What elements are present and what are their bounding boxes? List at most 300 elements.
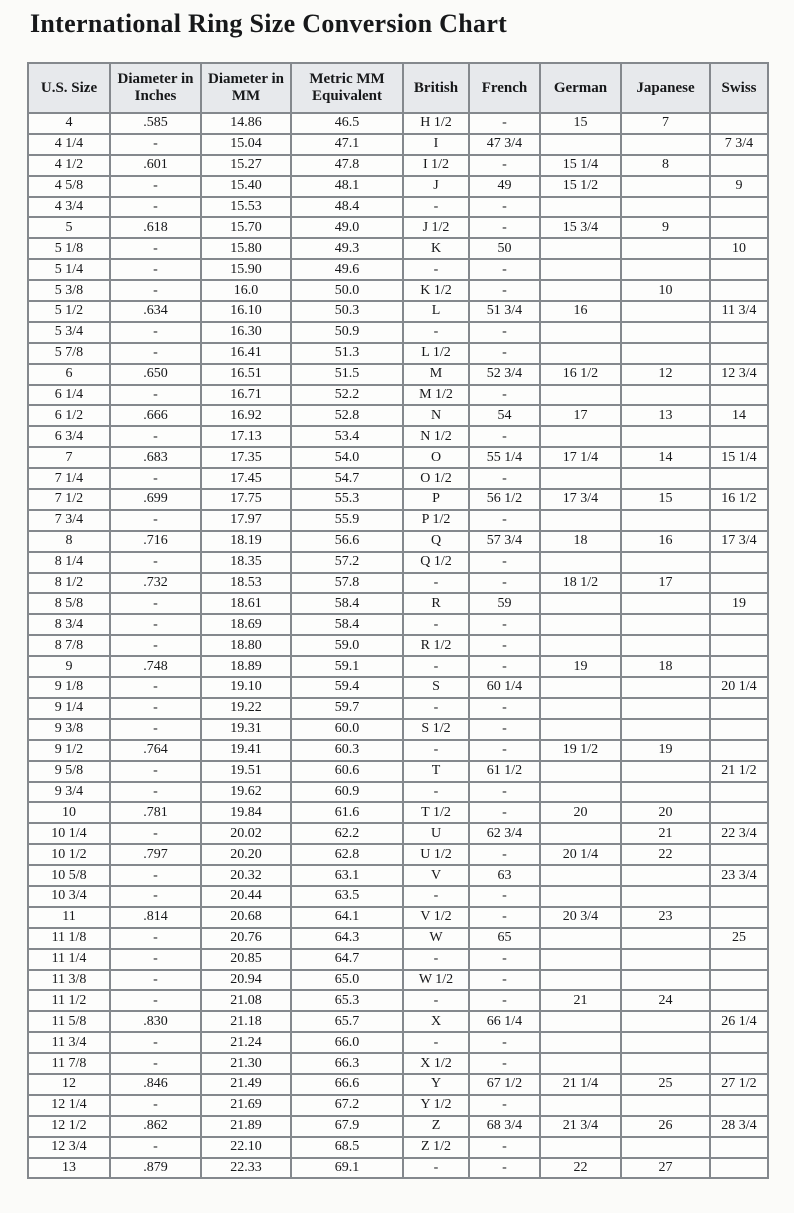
- table-cell: 5 1/2: [28, 301, 110, 322]
- table-cell: -: [469, 635, 540, 656]
- table-cell: L 1/2: [403, 343, 469, 364]
- table-cell: [621, 970, 710, 991]
- table-cell: 11 7/8: [28, 1053, 110, 1074]
- table-cell: [621, 761, 710, 782]
- table-cell: [621, 1032, 710, 1053]
- table-cell: [540, 426, 621, 447]
- table-cell: [621, 322, 710, 343]
- table-cell: 9 1/8: [28, 677, 110, 698]
- table-cell: [540, 280, 621, 301]
- table-cell: 55 1/4: [469, 447, 540, 468]
- table-cell: [621, 782, 710, 803]
- column-header: Japanese: [621, 63, 710, 113]
- table-cell: M 1/2: [403, 385, 469, 406]
- table-cell: 13: [621, 405, 710, 426]
- table-cell: 20.76: [201, 928, 291, 949]
- table-cell: [621, 510, 710, 531]
- column-header: Swiss: [710, 63, 768, 113]
- table-cell: 53.4: [291, 426, 403, 447]
- table-cell: -: [469, 1158, 540, 1179]
- table-cell: -: [469, 1032, 540, 1053]
- table-cell: 20 1/4: [710, 677, 768, 698]
- table-cell: 19 1/2: [540, 740, 621, 761]
- table-cell: 19: [621, 740, 710, 761]
- table-cell: 19.51: [201, 761, 291, 782]
- table-cell: [710, 155, 768, 176]
- table-cell: 57.2: [291, 552, 403, 573]
- table-cell: 11 1/8: [28, 928, 110, 949]
- table-row: [28, 510, 768, 531]
- table-cell: 19.22: [201, 698, 291, 719]
- table-cell: Z 1/2: [403, 1137, 469, 1158]
- table-cell: 12 3/4: [710, 364, 768, 385]
- table-cell: -: [469, 1053, 540, 1074]
- table-cell: [621, 865, 710, 886]
- table-cell: [540, 197, 621, 218]
- table-cell: 21 1/4: [540, 1074, 621, 1095]
- table-cell: 25: [710, 928, 768, 949]
- table-row: [28, 426, 768, 447]
- table-cell: 16.30: [201, 322, 291, 343]
- table-cell: 23: [621, 907, 710, 928]
- table-cell: 20.32: [201, 865, 291, 886]
- table-cell: 18.80: [201, 635, 291, 656]
- table-cell: 9 5/8: [28, 761, 110, 782]
- table-cell: X 1/2: [403, 1053, 469, 1074]
- table-cell: 20: [621, 802, 710, 823]
- table-cell: [710, 259, 768, 280]
- table-cell: 51.5: [291, 364, 403, 385]
- table-cell: [621, 197, 710, 218]
- table-cell: [540, 614, 621, 635]
- table-cell: 4: [28, 113, 110, 134]
- table-cell: -: [469, 782, 540, 803]
- table-cell: -: [469, 614, 540, 635]
- table-cell: 21.24: [201, 1032, 291, 1053]
- table-cell: [540, 259, 621, 280]
- column-header: Diameter in MM: [201, 63, 291, 113]
- table-cell: 11 3/8: [28, 970, 110, 991]
- page-title: International Ring Size Conversion Chart: [30, 9, 508, 38]
- table-row: [28, 886, 768, 907]
- table-cell: [540, 949, 621, 970]
- table-row: [28, 1095, 768, 1116]
- table-cell: 21 1/2: [710, 761, 768, 782]
- table-cell: [540, 134, 621, 155]
- table-cell: 11 1/2: [28, 990, 110, 1011]
- table-cell: 64.1: [291, 907, 403, 928]
- table-cell: .650: [110, 364, 201, 385]
- table-cell: 56 1/2: [469, 489, 540, 510]
- table-cell: [710, 426, 768, 447]
- table-cell: R: [403, 593, 469, 614]
- table-cell: 48.4: [291, 197, 403, 218]
- table-cell: 8: [28, 531, 110, 552]
- table-cell: X: [403, 1011, 469, 1032]
- table-row: [28, 740, 768, 761]
- table-cell: [710, 343, 768, 364]
- table-row: [28, 155, 768, 176]
- table-row: [28, 635, 768, 656]
- table-cell: [710, 1095, 768, 1116]
- table-cell: 64.7: [291, 949, 403, 970]
- table-row: [28, 468, 768, 489]
- table-cell: -: [110, 259, 201, 280]
- table-cell: 15.53: [201, 197, 291, 218]
- table-cell: -: [469, 970, 540, 991]
- table-cell: 17 3/4: [710, 531, 768, 552]
- table-cell: 65: [469, 928, 540, 949]
- table-cell: 68.5: [291, 1137, 403, 1158]
- table-cell: 56.6: [291, 531, 403, 552]
- table-cell: -: [469, 510, 540, 531]
- table-cell: 21.30: [201, 1053, 291, 1074]
- table-cell: [621, 468, 710, 489]
- table-cell: -: [403, 656, 469, 677]
- table-cell: 47 3/4: [469, 134, 540, 155]
- table-cell: [540, 719, 621, 740]
- table-cell: 6 1/2: [28, 405, 110, 426]
- table-cell: 67.2: [291, 1095, 403, 1116]
- table-row: [28, 301, 768, 322]
- table-cell: -: [469, 385, 540, 406]
- table-cell: 10 3/4: [28, 886, 110, 907]
- table-cell: J: [403, 176, 469, 197]
- table-cell: -: [469, 155, 540, 176]
- table-cell: .764: [110, 740, 201, 761]
- table-header-row: [28, 63, 768, 113]
- table-cell: [710, 990, 768, 1011]
- table-cell: 58.4: [291, 614, 403, 635]
- table-cell: -: [469, 259, 540, 280]
- table-cell: 20: [540, 802, 621, 823]
- table-cell: 60.6: [291, 761, 403, 782]
- table-cell: 18.61: [201, 593, 291, 614]
- table-cell: 22: [540, 1158, 621, 1179]
- table-cell: -: [110, 886, 201, 907]
- table-cell: H 1/2: [403, 113, 469, 134]
- table-cell: -: [469, 719, 540, 740]
- table-cell: [540, 698, 621, 719]
- table-cell: [540, 1032, 621, 1053]
- table-cell: [540, 1137, 621, 1158]
- table-cell: [710, 217, 768, 238]
- table-cell: V: [403, 865, 469, 886]
- table-cell: 14: [710, 405, 768, 426]
- table-cell: [710, 802, 768, 823]
- table-cell: 28 3/4: [710, 1116, 768, 1137]
- table-row: [28, 552, 768, 573]
- table-cell: -: [469, 740, 540, 761]
- table-row: [28, 322, 768, 343]
- table-cell: 57 3/4: [469, 531, 540, 552]
- table-cell: [540, 677, 621, 698]
- table-cell: 16 1/2: [540, 364, 621, 385]
- table-cell: -: [110, 698, 201, 719]
- table-cell: 19.41: [201, 740, 291, 761]
- table-cell: 10 1/2: [28, 844, 110, 865]
- table-cell: 59.7: [291, 698, 403, 719]
- table-cell: -: [403, 259, 469, 280]
- table-cell: -: [469, 280, 540, 301]
- table-row: [28, 405, 768, 426]
- table-cell: .732: [110, 573, 201, 594]
- table-cell: [621, 635, 710, 656]
- table-cell: [621, 1095, 710, 1116]
- table-cell: [540, 782, 621, 803]
- table-cell: 66.3: [291, 1053, 403, 1074]
- table-body: [28, 113, 768, 1178]
- table-cell: T 1/2: [403, 802, 469, 823]
- table-cell: 7 3/4: [710, 134, 768, 155]
- table-cell: -: [110, 823, 201, 844]
- table-cell: 16.71: [201, 385, 291, 406]
- table-cell: 26 1/4: [710, 1011, 768, 1032]
- table-row: [28, 802, 768, 823]
- table-cell: 62.8: [291, 844, 403, 865]
- table-cell: [621, 677, 710, 698]
- table-cell: 12: [28, 1074, 110, 1095]
- table-cell: [710, 573, 768, 594]
- table-cell: I: [403, 134, 469, 155]
- table-cell: -: [403, 782, 469, 803]
- table-cell: 21.69: [201, 1095, 291, 1116]
- table-cell: 17 3/4: [540, 489, 621, 510]
- table-cell: 62.2: [291, 823, 403, 844]
- table-cell: 63: [469, 865, 540, 886]
- table-cell: 57.8: [291, 573, 403, 594]
- table-cell: -: [469, 113, 540, 134]
- table-cell: [710, 322, 768, 343]
- table-cell: [540, 928, 621, 949]
- table-cell: [540, 635, 621, 656]
- table-cell: [621, 385, 710, 406]
- table-cell: 65.0: [291, 970, 403, 991]
- table-cell: [710, 740, 768, 761]
- table-cell: [710, 949, 768, 970]
- table-cell: [710, 1158, 768, 1179]
- table-cell: 18.19: [201, 531, 291, 552]
- table-cell: 15: [621, 489, 710, 510]
- table-cell: [621, 1137, 710, 1158]
- table-cell: .830: [110, 1011, 201, 1032]
- table-cell: 19.31: [201, 719, 291, 740]
- table-cell: .814: [110, 907, 201, 928]
- table-cell: 5 3/8: [28, 280, 110, 301]
- table-cell: 8 7/8: [28, 635, 110, 656]
- table-cell: 7 1/4: [28, 468, 110, 489]
- table-row: [28, 1116, 768, 1137]
- table-cell: 64.3: [291, 928, 403, 949]
- table-cell: [540, 865, 621, 886]
- table-cell: 21.08: [201, 990, 291, 1011]
- table-row: [28, 447, 768, 468]
- table-row: [28, 1053, 768, 1074]
- table-cell: 19: [710, 593, 768, 614]
- table-cell: 27: [621, 1158, 710, 1179]
- table-cell: 49: [469, 176, 540, 197]
- table-cell: 15.90: [201, 259, 291, 280]
- table-cell: -: [469, 886, 540, 907]
- table-cell: 7 1/2: [28, 489, 110, 510]
- table-cell: 52.8: [291, 405, 403, 426]
- table-cell: 17.45: [201, 468, 291, 489]
- table-cell: 21.18: [201, 1011, 291, 1032]
- table-cell: [540, 510, 621, 531]
- table-cell: 4 1/4: [28, 134, 110, 155]
- table-cell: -: [110, 614, 201, 635]
- table-row: [28, 823, 768, 844]
- table-cell: -: [469, 1095, 540, 1116]
- table-cell: 20.85: [201, 949, 291, 970]
- table-cell: 49.0: [291, 217, 403, 238]
- table-head: [28, 63, 768, 113]
- table-cell: [621, 238, 710, 259]
- ring-size-conversion-table: [27, 62, 769, 1179]
- table-cell: 13: [28, 1158, 110, 1179]
- table-row: [28, 259, 768, 280]
- table-row: [28, 573, 768, 594]
- table-cell: [621, 614, 710, 635]
- table-cell: W 1/2: [403, 970, 469, 991]
- table-cell: [710, 782, 768, 803]
- table-cell: -: [110, 176, 201, 197]
- table-cell: [710, 970, 768, 991]
- table-cell: [621, 259, 710, 280]
- table-cell: 17: [621, 573, 710, 594]
- table-cell: [540, 1053, 621, 1074]
- table-cell: [621, 426, 710, 447]
- table-cell: 18.35: [201, 552, 291, 573]
- table-cell: 17.97: [201, 510, 291, 531]
- table-cell: 8 5/8: [28, 593, 110, 614]
- table-cell: 9: [710, 176, 768, 197]
- table-cell: 20.94: [201, 970, 291, 991]
- table-cell: 18: [621, 656, 710, 677]
- table-cell: [621, 552, 710, 573]
- table-cell: 21: [540, 990, 621, 1011]
- table-cell: 9 1/4: [28, 698, 110, 719]
- table-cell: -: [469, 552, 540, 573]
- table-cell: 9 1/2: [28, 740, 110, 761]
- table-cell: W: [403, 928, 469, 949]
- table-cell: -: [403, 1158, 469, 1179]
- table-cell: 12 1/2: [28, 1116, 110, 1137]
- table-cell: 59.4: [291, 677, 403, 698]
- table-cell: -: [110, 635, 201, 656]
- table-cell: [621, 1053, 710, 1074]
- table-cell: [710, 1032, 768, 1053]
- table-cell: 21: [621, 823, 710, 844]
- table-cell: 67 1/2: [469, 1074, 540, 1095]
- table-cell: 16.41: [201, 343, 291, 364]
- table-row: [28, 217, 768, 238]
- table-row: [28, 1158, 768, 1179]
- table-cell: -: [403, 197, 469, 218]
- table-cell: [621, 886, 710, 907]
- table-cell: [621, 134, 710, 155]
- table-cell: V 1/2: [403, 907, 469, 928]
- table-cell: 62 3/4: [469, 823, 540, 844]
- table-cell: 15.04: [201, 134, 291, 155]
- table-cell: 66.6: [291, 1074, 403, 1095]
- table-cell: 5 3/4: [28, 322, 110, 343]
- table-cell: -: [469, 844, 540, 865]
- table-row: [28, 719, 768, 740]
- table-cell: N 1/2: [403, 426, 469, 447]
- table-cell: -: [469, 949, 540, 970]
- table-cell: 15 3/4: [540, 217, 621, 238]
- table-cell: 60.3: [291, 740, 403, 761]
- table-cell: -: [110, 719, 201, 740]
- table-cell: [621, 1011, 710, 1032]
- table-cell: 7 3/4: [28, 510, 110, 531]
- table-cell: .716: [110, 531, 201, 552]
- table-cell: 67.9: [291, 1116, 403, 1137]
- table-cell: [540, 1011, 621, 1032]
- table-cell: 4 5/8: [28, 176, 110, 197]
- table-cell: 61 1/2: [469, 761, 540, 782]
- table-cell: .748: [110, 656, 201, 677]
- table-cell: [710, 844, 768, 865]
- table-cell: -: [110, 134, 201, 155]
- table-cell: 7: [621, 113, 710, 134]
- table-cell: 11 5/8: [28, 1011, 110, 1032]
- table-cell: -: [110, 1137, 201, 1158]
- table-cell: [540, 886, 621, 907]
- table-cell: 9 3/8: [28, 719, 110, 740]
- table-row: [28, 280, 768, 301]
- table-cell: [710, 886, 768, 907]
- table-cell: 7: [28, 447, 110, 468]
- table-cell: [710, 280, 768, 301]
- table-cell: 17.13: [201, 426, 291, 447]
- table-cell: .585: [110, 113, 201, 134]
- table-cell: .879: [110, 1158, 201, 1179]
- table-cell: [540, 1095, 621, 1116]
- table-cell: -: [110, 990, 201, 1011]
- table-cell: -: [110, 468, 201, 489]
- table-cell: -: [469, 802, 540, 823]
- table-cell: .601: [110, 155, 201, 176]
- table-row: [28, 343, 768, 364]
- table-cell: 60 1/4: [469, 677, 540, 698]
- table-cell: 50.9: [291, 322, 403, 343]
- table-cell: -: [110, 1053, 201, 1074]
- table-cell: -: [110, 280, 201, 301]
- table-row: [28, 907, 768, 928]
- table-cell: -: [403, 1032, 469, 1053]
- table-cell: [621, 949, 710, 970]
- table-cell: 16.0: [201, 280, 291, 301]
- table-cell: [540, 970, 621, 991]
- table-cell: -: [110, 949, 201, 970]
- table-row: [28, 1074, 768, 1095]
- table-cell: -: [110, 238, 201, 259]
- table-cell: 66.0: [291, 1032, 403, 1053]
- table-cell: 47.1: [291, 134, 403, 155]
- table-cell: [710, 385, 768, 406]
- table-cell: -: [110, 677, 201, 698]
- table-cell: 5: [28, 217, 110, 238]
- table-cell: -: [110, 593, 201, 614]
- table-cell: 21.49: [201, 1074, 291, 1095]
- table-row: [28, 844, 768, 865]
- table-cell: 68 3/4: [469, 1116, 540, 1137]
- table-cell: 49.3: [291, 238, 403, 259]
- table-row: [28, 970, 768, 991]
- table-cell: 5 1/4: [28, 259, 110, 280]
